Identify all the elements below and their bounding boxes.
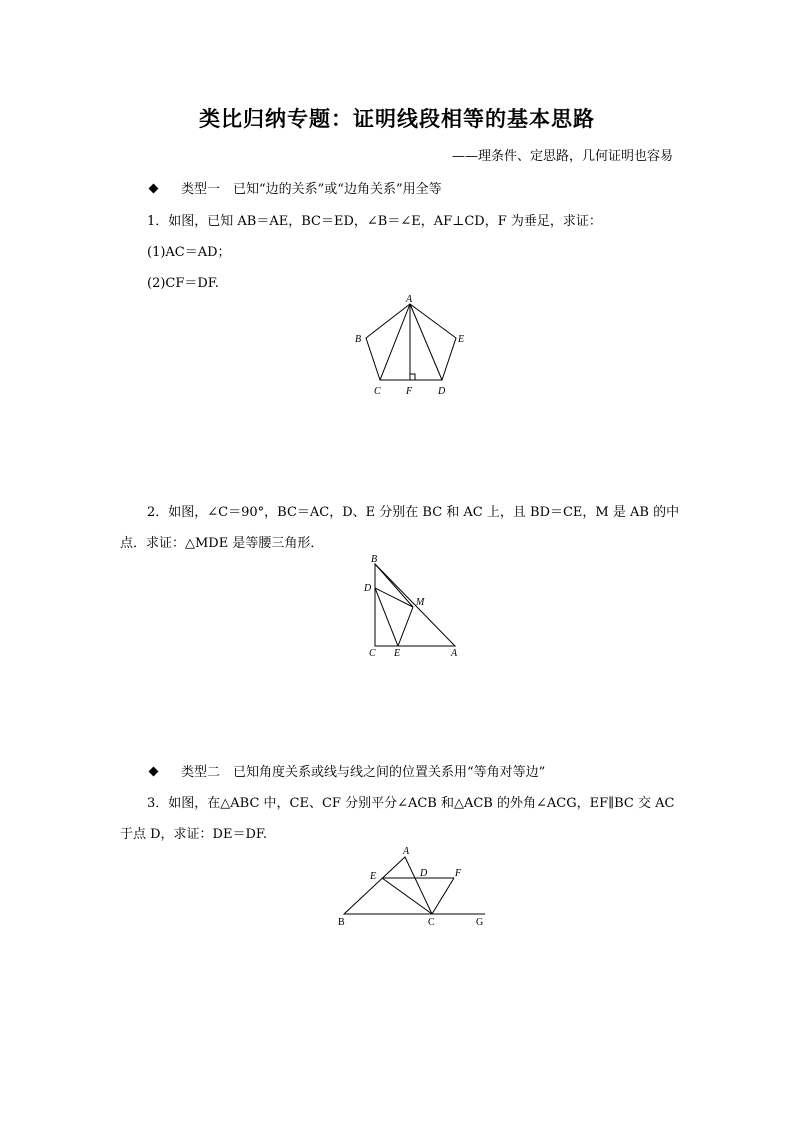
fig1-label-e: E <box>458 334 465 345</box>
q2-stem-line1: 2．如图，∠C＝90°，BC＝AC，D、E 分别在 BC 和 AC 上，且 BD＝CE，M 是 AB 的中 <box>147 505 680 520</box>
fig2-label-c: C <box>369 648 376 659</box>
q2-stem-line2: 点．求证：△MDE 是等腰三角形． <box>120 536 324 551</box>
fig2-label-a: A <box>451 648 458 659</box>
fig2-segment-em <box>398 607 413 646</box>
q3-stem-line1: 3．如图，在△ABC 中，CE、CF 分别平分∠ACB 和△ACB 的外角∠ACG，EF∥BC 交 AC <box>147 796 675 811</box>
fig1-label-d: D <box>438 386 446 397</box>
figure-3-triangle <box>330 842 495 932</box>
diamond-bullet-icon <box>149 767 159 777</box>
fig2-label-b: B <box>371 554 378 565</box>
q1-stem: 1．如图，已知 AB＝AE，BC＝ED，∠B＝∠E，AF⊥CD，F 为垂足，求证： <box>147 214 602 229</box>
fig3-label-b: B <box>338 917 345 928</box>
fig1-pentagon-outline <box>366 304 456 380</box>
page-subtitle: ——理条件、定思路，几何证明也容易 <box>451 149 673 164</box>
fig2-label-e: E <box>394 648 401 659</box>
fig3-label-c: C <box>428 917 435 928</box>
fig2-segment-de <box>375 588 398 646</box>
fig1-label-f: F <box>406 386 413 397</box>
fig2-label-d: D <box>364 583 372 594</box>
fig3-segment-cf <box>432 878 454 914</box>
fig3-segment-ce <box>382 878 432 914</box>
type1-label: 类型一 已知“边的关系”或“边角关系”用全等 <box>181 182 442 197</box>
type1-heading <box>150 178 442 197</box>
fig3-label-d: D <box>420 868 428 879</box>
fig2-triangle-outline <box>375 564 455 646</box>
type2-heading <box>150 761 545 780</box>
type2-label: 类型二 已知角度关系或线与线之间的位置关系用“等角对等边” <box>181 765 546 780</box>
q1-part1: (1)AC＝AD； <box>147 245 231 260</box>
fig3-label-a: A <box>403 846 410 857</box>
page-title: 类比归纳专题：证明线段相等的基本思路 <box>199 106 595 131</box>
fig1-label-a: A <box>406 294 413 305</box>
fig3-triangle-abc <box>344 857 432 914</box>
fig3-label-f: F <box>455 868 462 879</box>
q1-part2: (2)CF＝DF. <box>147 276 219 291</box>
fig1-label-c: C <box>374 386 381 397</box>
fig1-right-angle-mark <box>410 374 415 380</box>
fig2-segment-bm <box>375 564 413 607</box>
fig2-label-m: M <box>416 597 425 608</box>
fig3-label-e: E <box>370 871 377 882</box>
figure-1-pentagon <box>350 292 470 402</box>
q3-stem-line2: 于点 D，求证：DE＝DF. <box>120 827 268 842</box>
diamond-bullet-icon <box>149 184 159 194</box>
fig1-label-b: B <box>355 334 362 345</box>
fig3-label-g: G <box>476 917 484 928</box>
figure-2-triangle <box>360 552 470 662</box>
